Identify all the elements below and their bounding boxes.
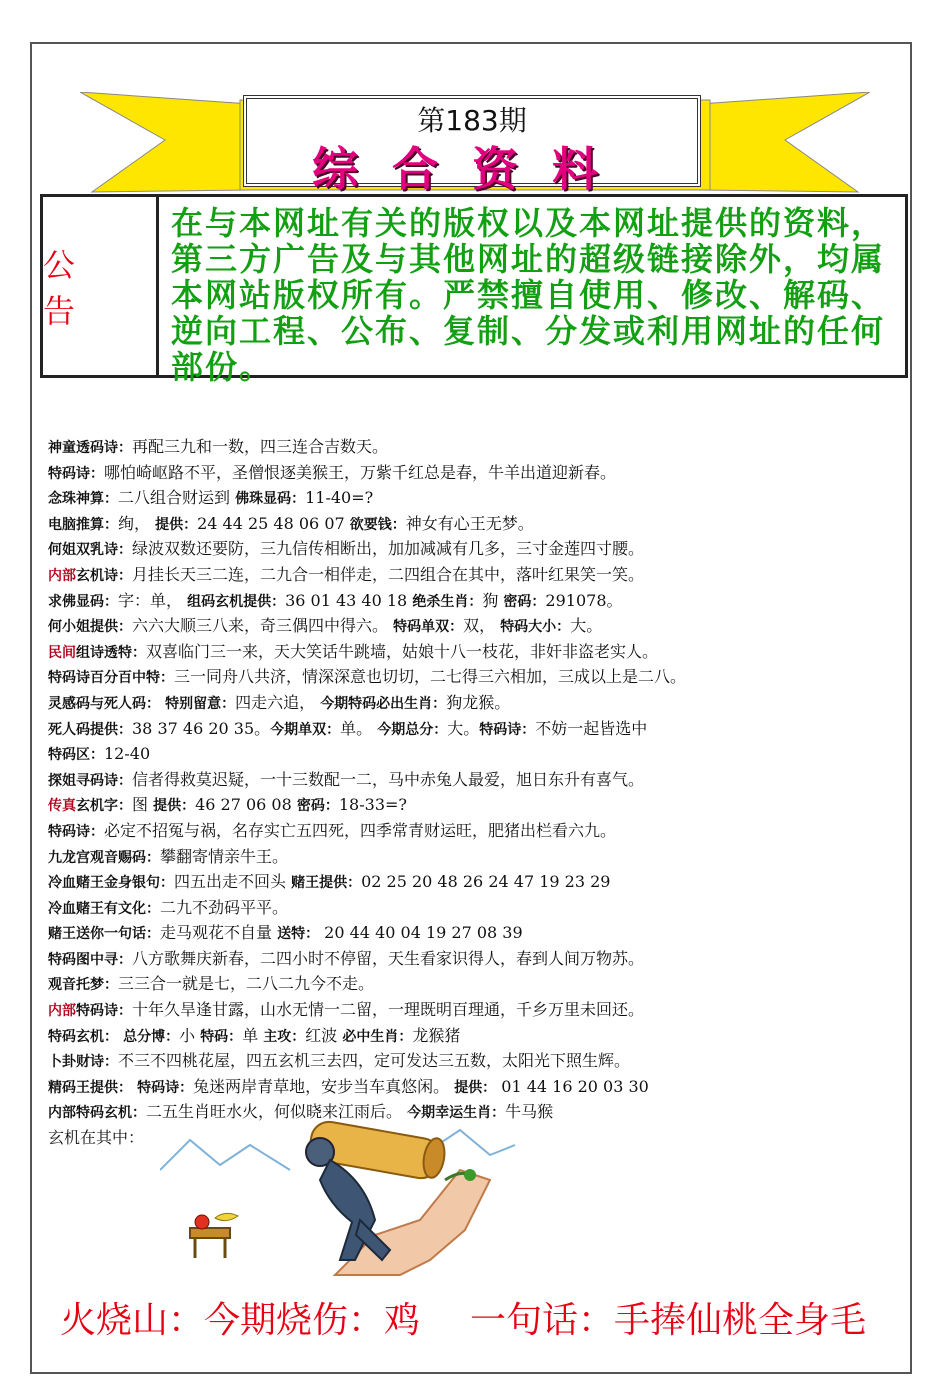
line-value: 二九不劲码平平。: [160, 897, 289, 917]
line-label: 传真: [48, 798, 76, 815]
content-line: [48, 588, 898, 614]
line-label: 玄机诗：: [76, 567, 132, 584]
line-value: 三一同舟八共济，情深深意也切切，二七得三六相加，三成以上是二八。: [174, 667, 687, 687]
line-label: 特码单双：: [393, 619, 464, 636]
line-label: 求佛显码：: [48, 593, 118, 610]
line-value: 走马观花不自量: [160, 923, 278, 943]
line-value: 狗: [482, 590, 504, 610]
issue-number: 第183期: [417, 104, 527, 137]
monkey-carrying-log-illustration-icon: [160, 1110, 520, 1280]
line-label: 民间: [48, 644, 76, 661]
notice-label: [43, 197, 159, 375]
content-line: [48, 895, 898, 921]
content-line: [48, 792, 898, 818]
line-value: 小: [179, 1025, 201, 1045]
line-value: 01 44 16 20 03 30: [496, 1076, 649, 1096]
footer-line: [60, 1292, 890, 1343]
notice-box: [40, 194, 908, 386]
line-label: 组码玄机提供：: [187, 593, 286, 610]
content-line: [48, 997, 898, 1023]
line-value: 月挂长天三二连，二九合一相伴走，二四组合在其中，落叶红果笑一笑。: [132, 564, 645, 584]
content-line: [48, 690, 898, 716]
line-label: 九龙宫观音赐码：: [48, 849, 160, 866]
line-label: 何小姐提供：: [48, 619, 132, 636]
content-line: [48, 511, 898, 537]
footer-right: 一句话：手捧仙桃全身毛: [470, 1300, 867, 1341]
line-label: 观音托梦：: [48, 977, 118, 994]
line-label: 特码大小：: [500, 619, 571, 636]
line-value: 狗龙猴。: [446, 692, 511, 712]
line-label: 卜卦财诗：: [48, 1054, 118, 1071]
line-label: 必中生肖：: [342, 1028, 413, 1045]
line-label: 提供：: [454, 1079, 497, 1096]
line-value: 38 37 46 20 35。: [132, 718, 271, 738]
line-label: 念珠神算：: [48, 491, 118, 508]
line-value: 六六大顺三八来，奇三偶四中得六。: [132, 616, 394, 636]
line-value: 必定不招冤与祸，名存实亡五四死，四季常青财运旺，肥猪出栏看六九。: [104, 820, 617, 840]
line-label: 今期幸运生肖：: [407, 1105, 506, 1122]
line-value: 二五生肖旺水火，何似晓来江雨后。: [146, 1102, 408, 1122]
line-label: 神童透码诗：: [48, 440, 132, 456]
line-label: 今期总分：: [377, 721, 448, 738]
footer-left: 火烧山：今期烧伤：鸡: [60, 1300, 421, 1341]
line-value: 02 25 20 48 26 24 47 19 23 29: [361, 872, 611, 892]
line-label: 提供：: [153, 798, 196, 815]
line-value: 单: [242, 1025, 264, 1045]
line-label: 死人码提供：: [48, 721, 132, 738]
line-value: 玄机在其中：: [48, 1128, 145, 1148]
line-value: 八方歌舞庆新春，二四小时不停留，天生看家识得人，春到人间万物苏。: [132, 948, 645, 968]
line-label: 内部: [48, 1003, 76, 1020]
line-label: 特码诗：: [76, 1003, 132, 1020]
line-value: 三三合一就是七，二八二九今不走。: [118, 974, 375, 994]
line-value: 大。: [570, 616, 603, 636]
line-label: 组诗透特：: [76, 644, 146, 661]
line-value: 神女有心王无梦。: [405, 513, 534, 533]
line-label: 特码诗：: [48, 465, 104, 482]
line-value: 双喜临门三一来，天大笑话牛跳墙，姑娘十八一枝花，非奸非盗老实人。: [146, 641, 659, 661]
line-label: 主攻：: [263, 1028, 306, 1045]
line-value: 不三不四桃花屋，四五玄机三去四，定可发达三五数，太阳光下照生辉。: [118, 1051, 631, 1071]
line-label: 密码：: [296, 798, 339, 815]
content-line: [48, 562, 898, 588]
line-value: 绿波双数还要防，三九信传相断出，加加减减有几多，三寸金莲四寸腰。: [132, 539, 645, 559]
content-line: [48, 664, 898, 690]
line-label: 特码诗：: [137, 1079, 194, 1096]
content-line: [48, 1074, 898, 1100]
line-label: 特别留意：: [165, 695, 236, 712]
line-value: 11-40=?: [305, 488, 374, 508]
content-line: [48, 434, 898, 460]
content-lines: [48, 434, 898, 1151]
line-label: 特码玄机：: [48, 1028, 118, 1045]
line-label: 赌王送你一句话：: [48, 926, 160, 943]
line-value: 红波: [305, 1025, 343, 1045]
line-label: 特码图中寻：: [48, 951, 132, 968]
content-line: [48, 536, 898, 562]
line-label: 特码诗：: [479, 721, 536, 738]
line-label: 总分博：: [123, 1028, 180, 1045]
content-line: [48, 844, 898, 870]
line-value: 291078。: [545, 590, 623, 610]
title-box: [243, 95, 701, 196]
line-label: 灵感码与死人码：: [48, 695, 160, 712]
line-value: 18-33=?: [338, 795, 407, 815]
line-value: 36 01 43 40 18: [285, 590, 413, 610]
line-value: 图: [132, 795, 154, 815]
line-label: 精码王提供：: [48, 1079, 132, 1096]
line-label: 特码诗百分百中特：: [48, 670, 174, 687]
line-label: 冷血赌王金身银句：: [48, 875, 174, 892]
content-line: [48, 741, 898, 767]
line-value: 牛马猴: [505, 1102, 554, 1122]
line-label: 欲要钱：: [349, 516, 406, 533]
line-value: 十年久旱逢甘露，山水无情一二留，一理既明百理通，千乡万里未回还。: [132, 1000, 645, 1020]
line-value: 哪怕崎岖路不平，圣僧恨逐美猴王，万紫千红总是春，牛羊出道迎新春。: [104, 462, 617, 482]
line-value: 四走六追，: [235, 692, 321, 712]
line-label: 佛珠显码：: [235, 491, 306, 508]
line-value: 绚，: [118, 513, 156, 533]
line-value: 四五出走不回头: [174, 872, 292, 892]
line-label: 赌王提供：: [291, 875, 362, 892]
line-label: 特码：: [200, 1028, 243, 1045]
line-label: 冷血赌王有文化：: [48, 900, 160, 917]
line-value: 信者得救莫迟疑，一十三数配一二，马中赤兔人最爱，旭日东升有喜气。: [132, 769, 645, 789]
content-line: [48, 869, 898, 895]
content-line: [48, 767, 898, 793]
line-value: 字：单，: [118, 590, 188, 610]
line-label: 探姐寻码诗：: [48, 772, 132, 789]
line-label: 送特：: [277, 926, 320, 943]
line-value: 双，: [463, 616, 501, 636]
line-label: 何姐双乳诗：: [48, 542, 132, 559]
line-label: 密码：: [503, 593, 546, 610]
line-value: 攀翻寄情亲牛王。: [160, 846, 289, 866]
line-label: 电脑推算：: [48, 516, 118, 533]
notice-label-text: 公告: [43, 246, 104, 330]
content-line: [48, 971, 898, 997]
content-line: [48, 818, 898, 844]
content-line: [48, 1048, 898, 1074]
notice-text: 在与本网址有关的版权以及本网址提供的资料，第三方广告及与其他网址的超级链接除外，均属本网站版权所有。严禁擅自使用、修改、解码、逆向工程、公布、复制、分发或利用网址的任何部份。: [171, 204, 886, 386]
line-value: 再配三九和一数，四三连合吉数天。: [132, 437, 389, 456]
line-label: 提供：: [155, 516, 198, 533]
line-value: 大。: [447, 718, 480, 738]
content-line: [48, 946, 898, 972]
content-line: [48, 460, 898, 486]
line-label: 今期单双：: [270, 721, 341, 738]
line-value: 二八组合财运到: [118, 488, 236, 508]
line-label: 玄机字：: [76, 798, 132, 815]
line-value: 单。: [340, 718, 378, 738]
content-line: [48, 613, 898, 639]
line-label: 特码诗：: [48, 823, 104, 840]
line-label: 今期特码必出生肖：: [320, 695, 447, 712]
line-label: 内部: [48, 567, 76, 584]
content-line: [48, 920, 898, 946]
page-title: 综合资料: [312, 142, 632, 196]
content-line: [48, 485, 898, 511]
line-value: 12-40: [104, 744, 151, 764]
line-value: 46 27 06 08: [195, 795, 297, 815]
line-label: 绝杀生肖：: [412, 593, 483, 610]
line-label: 内部特码玄机：: [48, 1105, 146, 1122]
content-line: [48, 1023, 898, 1049]
line-value: 24 44 25 48 06 07: [197, 513, 350, 533]
content-line: [48, 639, 898, 665]
content-line: [48, 716, 898, 742]
line-value: 不妨一起皆选中: [535, 718, 648, 738]
line-value: 兔迷两岸青草地，安步当车真悠闲。: [193, 1076, 455, 1096]
line-value: 20 44 40 04 19 27 08 39: [319, 923, 523, 943]
line-value: 龙猴猪: [412, 1025, 461, 1045]
line-label: 特码区：: [48, 747, 104, 764]
